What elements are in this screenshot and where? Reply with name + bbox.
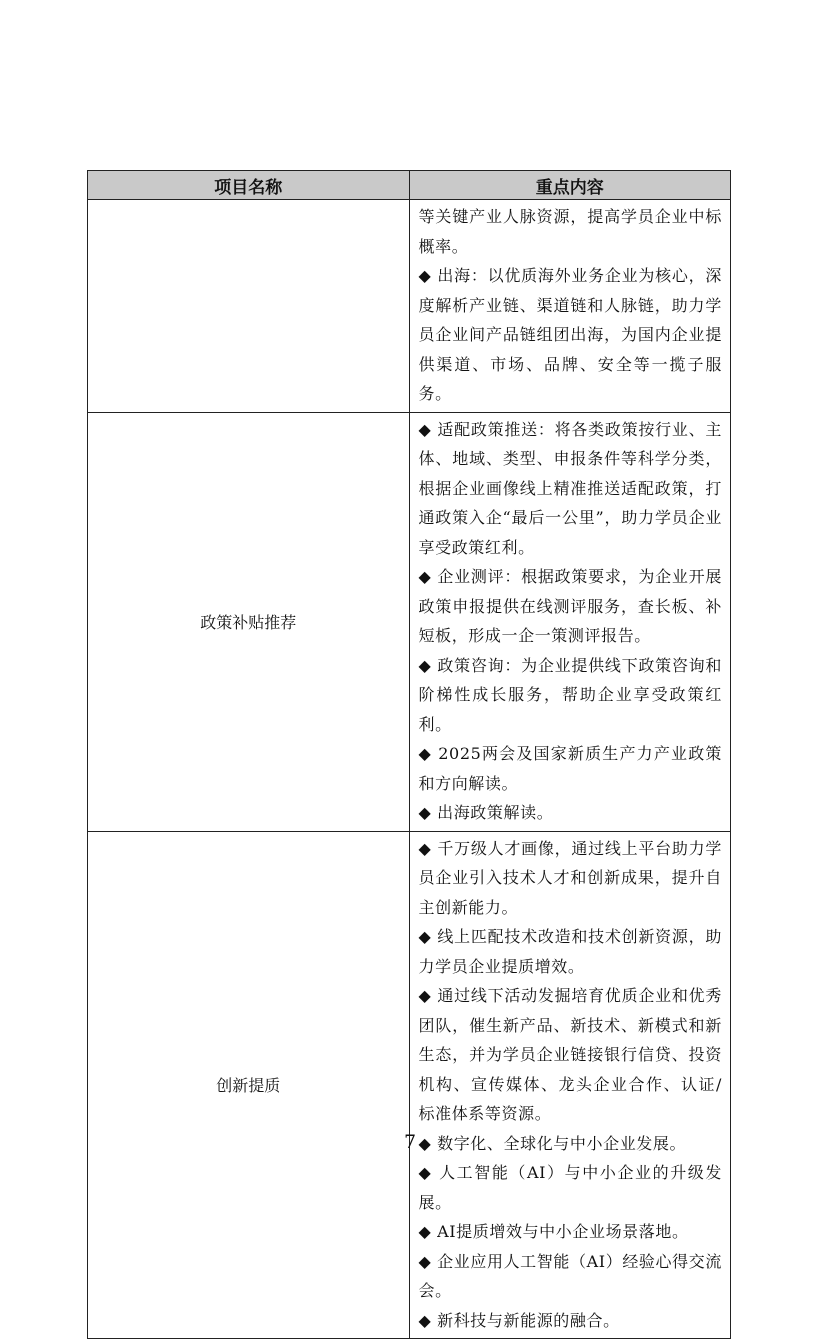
content-item: ◆ 政策咨询：为企业提供线下政策咨询和阶梯性成长服务，帮助企业享受政策红利。 <box>418 655 722 734</box>
content-item: ◆ 适配政策推送：将各类政策按行业、主体、地域、类型、申报条件等科学分类，根据企业画像线上精准推送适配政策，打通政策入企“最后一公里”，助力学员企业享受政策红利。 <box>418 419 722 557</box>
key-content-cell <box>409 200 731 413</box>
content-item: ◆ 千万级人才画像，通过线上平台助力学员企业引入技术人才和创新成果，提升自主创新能力。 <box>418 838 722 917</box>
content-item: ◆ 新科技与新能源的融合。 <box>418 1310 620 1330</box>
content-item: ◆ 出海：以优质海外业务企业为核心，深度解析产业链、渠道链和人脉链，助力学员企业间产品链组团出海，为国内企业提供渠道、市场、品牌、安全等一揽子服务。 <box>418 266 722 403</box>
content-item: ◆ 2025两会及国家新质生产力产业政策和方向解读。 <box>418 744 722 793</box>
content-item: ◆ AI提质增效与中小企业场景落地。 <box>418 1222 689 1241</box>
project-table <box>87 170 731 1339</box>
table-row <box>88 200 731 413</box>
table-row <box>88 412 731 831</box>
content-item: ◆ 人工智能（AI）与中小企业的升级发展。 <box>418 1163 722 1212</box>
content-item: ◆ 出海政策解读。 <box>418 803 554 822</box>
project-name-cell <box>88 200 410 413</box>
header-key-content: 重点内容 <box>409 171 731 200</box>
content-item: ◆ 数字化、全球化与中小企业发展。 <box>418 1133 687 1153</box>
content-item: 等关键产业人脉资源，提高学员企业中标概率。 <box>418 207 722 256</box>
content-item: ◆ 企业应用人工智能（AI）经验心得交流会。 <box>418 1251 722 1300</box>
page-number: 7 <box>403 1131 417 1153</box>
table-header-row <box>88 171 731 200</box>
key-content-cell <box>409 412 731 831</box>
content-item: ◆ 线上匹配技术改造和技术创新资源，助力学员企业提质增效。 <box>418 927 722 976</box>
content-item: ◆ 企业测评：根据政策要求，为企业开展政策申报提供在线测评服务，查长板、补短板，形成一企一策测评报告。 <box>418 567 722 645</box>
project-name-cell: 政策补贴推荐 <box>88 412 410 831</box>
content-item: ◆ 通过线下活动发掘培育优质企业和优秀团队，催生新产品、新技术、新模式和新生态，并为学员企业链接银行信贷、投资机构、宣传媒体、龙头企业合作、认证/标准体系等资源。 <box>418 986 722 1123</box>
table-row <box>88 831 731 1339</box>
key-content-cell <box>409 831 731 1339</box>
project-name-cell: 创新提质 <box>88 831 410 1339</box>
header-project-name: 项目名称 <box>88 171 410 200</box>
